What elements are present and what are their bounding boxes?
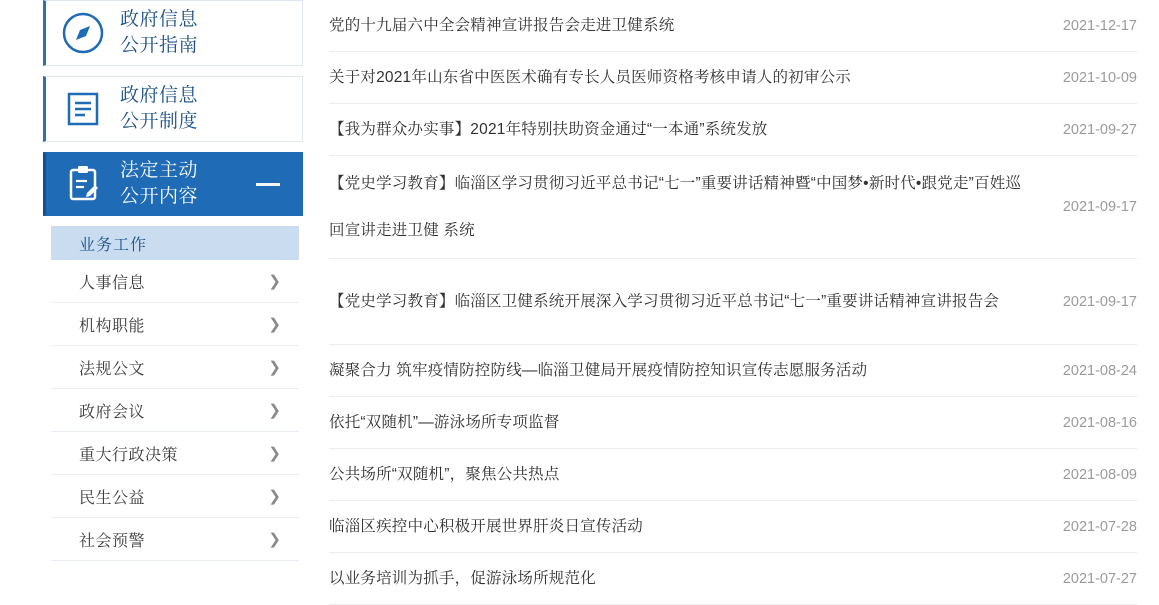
compass-icon <box>46 10 120 56</box>
chevron-right-icon: ❯ <box>268 530 281 548</box>
list-item[interactable] <box>329 553 1137 605</box>
news-date: 2021-10-09 <box>1062 69 1137 86</box>
news-title[interactable]: 以业务培训为抓手，促游泳场所规范化 <box>329 570 596 587</box>
news-date: 2021-08-16 <box>1062 414 1137 431</box>
news-title[interactable]: 关于对2021年山东省中医医术确有专长人员医师资格考核申请人的初审公示 <box>329 69 851 86</box>
sidebar-item-label: 法规公文 <box>79 360 146 378</box>
chevron-right-icon: ❯ <box>268 315 281 333</box>
news-date: 2021-08-09 <box>1062 466 1137 483</box>
chevron-right-icon: ❯ <box>268 401 281 419</box>
sidebar-nav-label-line1: 政府信息 <box>120 85 199 106</box>
chevron-right-icon: ❯ <box>268 444 281 462</box>
chevron-right-icon: ❯ <box>268 487 281 505</box>
minus-icon[interactable] <box>256 183 280 186</box>
list-item[interactable] <box>329 501 1137 553</box>
list-item[interactable] <box>329 156 1137 259</box>
list-item[interactable] <box>329 52 1137 104</box>
sidebar-nav-label <box>120 158 198 210</box>
sidebar-left-rail <box>0 0 43 559</box>
news-date: 2021-12-17 <box>1062 17 1137 34</box>
sidebar-item-regulations[interactable] <box>51 346 299 389</box>
sidebar-item-label: 人事信息 <box>79 274 146 292</box>
sidebar-item-label: 政府会议 <box>79 403 146 421</box>
news-date: 2021-09-17 <box>1062 293 1137 310</box>
sidebar-menu-list <box>51 260 299 561</box>
list-item[interactable] <box>329 397 1137 449</box>
clipboard-pen-icon <box>46 161 120 207</box>
news-list <box>303 0 1159 587</box>
list-item[interactable] <box>329 0 1137 52</box>
sidebar-nav-card-guide[interactable] <box>43 0 303 66</box>
sidebar-item-personnel[interactable] <box>51 260 299 303</box>
news-date: 2021-08-24 <box>1062 362 1137 379</box>
sidebar-nav-label-line1: 政府信息 <box>120 9 199 30</box>
news-title[interactable]: 凝聚合力 筑牢疫情防控防线—临淄卫健局开展疫情防控知识宣传志愿服务活动 <box>329 362 868 379</box>
sidebar-item-social-warning[interactable] <box>51 518 299 561</box>
sidebar-item-label: 重大行政决策 <box>79 446 179 464</box>
sidebar-item-org-functions[interactable] <box>51 303 299 346</box>
sidebar-item-label: 社会预警 <box>79 532 146 550</box>
list-item[interactable] <box>329 345 1137 397</box>
news-date: 2021-07-27 <box>1062 570 1137 587</box>
sidebar-nav-card-system[interactable] <box>43 76 303 142</box>
sidebar-nav-label-line1: 法定主动 <box>120 160 199 181</box>
list-item[interactable] <box>329 259 1137 345</box>
sidebar-section-header <box>51 226 299 260</box>
sidebar-nav-label-line2: 公开指南 <box>120 35 199 56</box>
sidebar-nav-label-line2: 公开内容 <box>120 186 199 207</box>
news-title[interactable]: 公共场所“双随机”，聚焦公共热点 <box>329 466 560 483</box>
sidebar-item-gov-meetings[interactable] <box>51 389 299 432</box>
news-title[interactable]: 党的十九届六中全会精神宣讲报告会走进卫健系统 <box>329 17 675 34</box>
sidebar-item-major-decisions[interactable] <box>51 432 299 475</box>
news-date: 2021-09-27 <box>1062 121 1137 138</box>
sidebar-section-title: 业务工作 <box>79 236 148 254</box>
news-title[interactable]: 依托“双随机”—游泳场所专项监督 <box>329 414 560 431</box>
sidebar-item-label: 机构职能 <box>79 317 146 335</box>
list-item[interactable] <box>329 104 1137 156</box>
sidebar-nav-label <box>120 83 198 135</box>
sidebar-item-public-welfare[interactable] <box>51 475 299 518</box>
news-title[interactable]: 临淄区疾控中心积极开展世界肝炎日宣传活动 <box>329 518 644 535</box>
document-lines-icon <box>46 86 120 132</box>
sidebar-nav-label <box>120 7 198 59</box>
chevron-right-icon: ❯ <box>268 272 281 290</box>
news-date: 2021-07-28 <box>1062 518 1137 535</box>
sidebar-nav-card-statutory-content[interactable] <box>43 152 303 216</box>
news-title[interactable]: 【党史学习教育】临淄区学习贯彻习近平总书记“七一”重要讲话精神暨“中国梦•新时代•跟党走”百姓巡回宣讲走进卫健 系统 <box>329 175 1022 239</box>
news-title[interactable]: 【党史学习教育】临淄区卫健系统开展深入学习贯彻习近平总书记“七一”重要讲话精神宣讲报告会 <box>329 293 1000 310</box>
news-date: 2021-09-17 <box>1062 199 1137 215</box>
list-item[interactable] <box>329 449 1137 501</box>
chevron-right-icon: ❯ <box>268 358 281 376</box>
sidebar <box>0 0 303 559</box>
news-title[interactable]: 【我为群众办实事】2021年特别扶助资金通过“一本通”系统发放 <box>329 121 768 138</box>
sidebar-nav-label-line2: 公开制度 <box>120 111 199 132</box>
sidebar-item-label: 民生公益 <box>79 489 146 507</box>
